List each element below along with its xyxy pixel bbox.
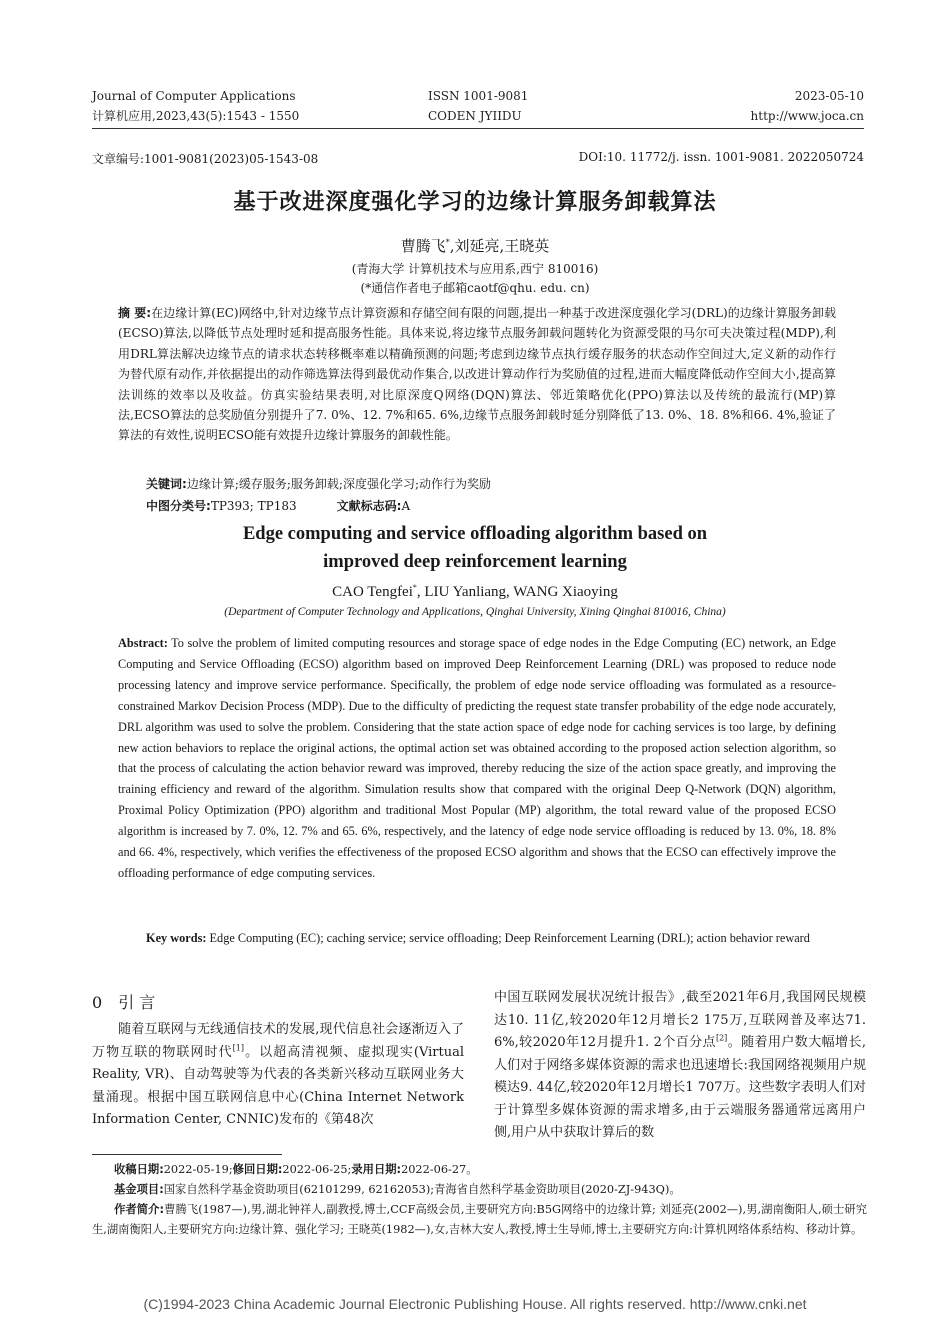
keywords-cn (146, 474, 836, 494)
coden: CODEN JYIIDU (428, 109, 522, 123)
keywords-en (118, 928, 836, 949)
body-right-text-2: 。随着用户数大幅增长,人们对于网络多媒体资源的需求也迅速增长:我国网络视频用户规模达9. 44亿,较2020年12月增长1 707万。这些数字表明人们对于计算型多媒体资源的需求增多,由于云端服务器通常远离用户侧,用户从中获取计算后的数 (494, 1035, 866, 1140)
abstract-en-label: Abstract: (118, 636, 168, 650)
fund-text: 国家自然科学基金资助项目(62101299, 62162053);青海省自然科学基金资助项目(2020-ZJ-943Q)。 (163, 1183, 681, 1196)
revised-label: 修回日期: (232, 1163, 283, 1176)
journal-url[interactable]: http://www.joca.cn (750, 109, 864, 123)
accepted-label: 录用日期: (351, 1163, 402, 1176)
affiliation-en: (Department of Computer Technology and Applications, Qinghai University, Xining Qinghai 810016, China) (224, 606, 726, 618)
keywords-en-text: Edge Computing (EC); caching service; service offloading; Deep Reinforcement Learning (DRL); action behavior reward (209, 931, 810, 945)
citation-1[interactable]: [1] (232, 1043, 245, 1053)
abstract-en-text: To solve the problem of limited computing resources and storage space of edge nodes in the Edge Computing (EC) network, an Edge Computing and Service Offloading (ECSO) algorithm based on improved Deep Reinforcement Learning (DRL) was proposed to reduce node processing latency and improve service performance. Specifically, the problem of edge node service offloading was formulated as a resource-constrained Markov Decision Process (MDP). Due to the difficulty of predicting the request state transfer probability of the edge node accurately, DRL algorithm was used to solve the problem. Considering that the state action space of edge node for caching services is too large, by defining new action behaviors to replace the original actions, the optimal action set was obtained according to the proposed action selection algorithm, so that the process of calculating the action behavior reward was improved, thereby reducing the size of the action space greatly, and improving the training efficiency and reward of the algorithm. Simulation results show that compared with the original Deep Q-Network (DQN) algorithm, Proximal Policy Optimization (PPO) algorithm and traditional Most Popular (MP) algorithm, the total reward value of the proposed ECSO algorithm is increased by 7. 0%, 12. 7% and 65. 6%, respectively, and the latency of edge node service offloading is reduced by 13. 0%, 18. 8% and 66. 4%, respectively, which verifies the effectiveness of the proposed ECSO algorithm and shows that the ECSO can effectively improve the offloading performance of edge computing services. (118, 636, 836, 880)
journal-header-right (751, 86, 864, 126)
received-date: 2022-05-19; (163, 1163, 233, 1176)
abstract-cn-text: 在边缘计算(EC)网络中,针对边缘节点计算资源和存储空间有限的问题,提出一种基于改进深度强化学习(DRL)的边缘计算服务卸载(ECSO)算法,以降低节点处理时延和提高服务性能。具体来说,将边缘节点服务卸载问题转化为资源受限的马尔可夫决策过程(MDP),利用DRL算法解决边缘节点的请求状态转移概率难以精确预测的问题;考虑到边缘节点执行缓存服务的状态动作空间过大,定义新的动作行为替代原有动作,并依据提出的动作筛选算法得到最优动作集合,以改进计算动作行为奖励值的过程,进而大幅度降低动作空间大小,提高算法训练的效率以及收益。仿真实验结果表明,对比原深度Q网络(DQN)算法、邻近策略优化(PPO)算法以及传统的最流行(MP)算法,ECSO算法的总奖励值分别提升了7. 0%、12. 7%和65. 6%,边缘节点服务卸载时延分别降低了13. 0%、18. 8%和66. 4%,验证了算法的有效性,说明ECSO能有效提升边缘计算服务的卸载性能。 (118, 306, 836, 443)
footnotes (92, 1160, 867, 1240)
keywords-cn-label: 关键词: (146, 477, 187, 491)
section-title: 引 言 (118, 993, 156, 1012)
title-en-line2: improved deep reinforcement learning (323, 552, 627, 572)
body-left-text-2: 。以超高清视频、虚拟现实(Virtual Reality, VR)、自动驾驶等为代表的各类新兴移动互联网业务大量涌现。根据中国互联网信息中心(China Internet Network Information Center, CNNIC)发布的《第48次 (92, 1044, 464, 1127)
citation-2[interactable]: [2] (715, 1033, 728, 1043)
keywords-cn-text: 边缘计算;缓存服务;服务卸载;深度强化学习;动作行为奖励 (186, 477, 491, 491)
doc-code-value: A (401, 499, 411, 513)
journal-header-center (428, 86, 528, 126)
author-en-1: CAO Tengfei (332, 584, 413, 600)
affiliation-cn: (青海大学 计算机技术与应用系,西宁 810016) (351, 262, 599, 276)
journal-name-en: Journal of Computer Applications (92, 89, 296, 103)
author-cn-1: 曹腾飞 (400, 237, 446, 255)
title-en (0, 520, 950, 576)
journal-citation-cn: 计算机应用,2023,43(5):1543 - 1550 (92, 109, 300, 123)
title-en-line1: Edge computing and service offloading algorithm based on (242, 524, 708, 544)
bio-text: 曹腾飞(1987—),男,湖北钟祥人,副教授,博士,CCF高级会员,主要研究方向:B5G网络中的边缘计算; 刘延亮(2002—),男,湖南衡阳人,硕士研究生,湖南衡阳人,主要研究方向:边缘计算、强化学习; 王晓英(1982—),女,吉林大安人,教授,博士生导师,博士,主要研究方向:计算机网络体系结构、移动计算。 (92, 1203, 867, 1236)
abstract-cn-label: 摘 要: (118, 306, 152, 320)
corresponding-mark-en: * (412, 583, 417, 592)
fund-label: 基金项目: (114, 1183, 164, 1196)
fund-footnote (92, 1180, 867, 1200)
revised-date: 2022-06-25; (282, 1163, 352, 1176)
corresponding-email-cn: (*通信作者电子邮箱caotf@qhu. edu. cn) (360, 281, 590, 295)
authors-en (0, 584, 950, 601)
classification-cn (146, 496, 836, 516)
section-heading (92, 990, 155, 1013)
dates-footnote (92, 1160, 867, 1180)
doi[interactable]: DOI:10. 11772/j. issn. 1001-9081. 2022050724 (578, 150, 864, 164)
corresponding-mark: * (445, 238, 450, 247)
copyright-line: (C)1994-2023 China Academic Journal Electronic Publishing House. All rights reserved. http://www.cnki.net (143, 1296, 807, 1312)
body-left-text-1: 随着互联网与无线通信技术的发展,现代信息社会逐渐迈入了万物互联的物联网时代 (92, 1022, 464, 1060)
title-cn: 基于改进深度强化学习的边缘计算服务卸载算法 (233, 190, 717, 215)
body-right-text-1: 中国互联网发展状况统计报告》,截至2021年6月,我国网民规模达10. 11亿,较2020年12月增长2 175万,互联网普及率达71. 6%,较2020年12月提升1. 2个百分点 (494, 990, 866, 1050)
received-label: 收稿日期: (114, 1163, 164, 1176)
body-column-right (494, 987, 866, 1145)
authors-en-rest: , LIU Yanliang, WANG Xiaoying (416, 584, 618, 600)
issn: ISSN 1001-9081 (428, 89, 529, 103)
clc-label: 中图分类号: (146, 499, 211, 513)
journal-header-left (92, 86, 299, 126)
authors-cn (0, 235, 950, 256)
section-number: 0 (92, 993, 103, 1012)
bio-label: 作者简介: (114, 1203, 165, 1216)
authors-cn-rest: ,刘延亮,王晓英 (449, 237, 550, 255)
header-rule (92, 128, 864, 129)
bio-footnote (92, 1200, 867, 1240)
body-column-left (92, 1019, 464, 1132)
keywords-en-label: Key words: (146, 931, 207, 945)
publish-date: 2023-05-10 (794, 89, 864, 103)
doc-code-label: 文献标志码: (336, 499, 402, 513)
article-number: 文章编号:1001-9081(2023)05-1543-08 (92, 152, 319, 166)
clc-value: TP393; TP183 (210, 499, 297, 513)
footnote-rule (92, 1154, 282, 1155)
accepted-date: 2022-06-27。 (401, 1163, 478, 1176)
abstract-cn (118, 303, 836, 446)
abstract-en (118, 633, 836, 884)
